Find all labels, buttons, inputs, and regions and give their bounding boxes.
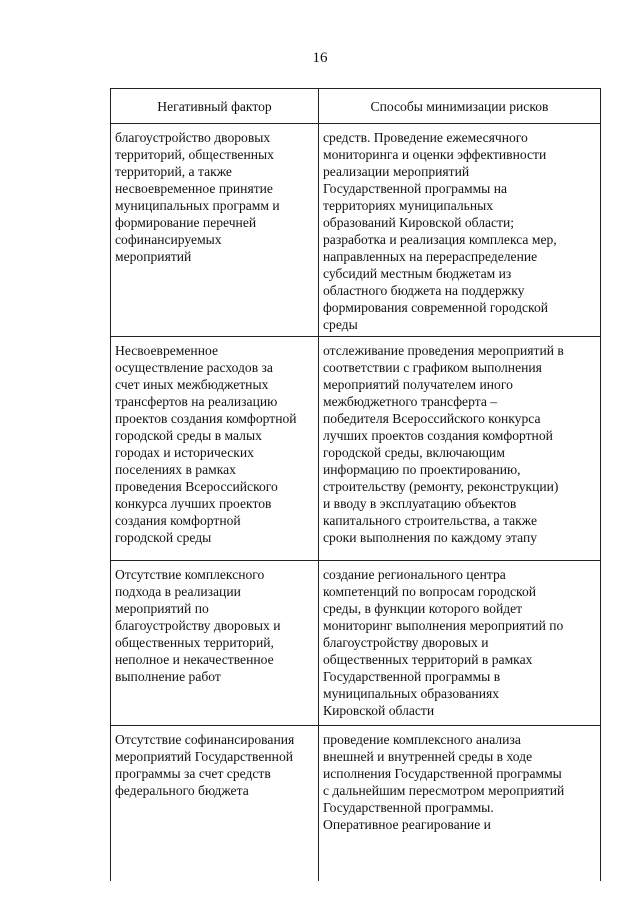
cell-text-line: и вводу в эксплуатацию объектов xyxy=(323,496,517,511)
cell-text-line: информацию по проектированию, xyxy=(323,462,521,477)
negative-factor-cell xyxy=(111,726,319,882)
cell-text-line: областного бюджета на поддержку xyxy=(323,283,525,298)
cell-text-line: территорий, а также xyxy=(115,164,232,179)
negative-factor-cell xyxy=(111,124,319,337)
cell-text-line: общественных территорий, xyxy=(115,635,274,650)
table-row xyxy=(111,337,601,561)
cell-text-line: строительству (ремонту, реконструкции) xyxy=(323,479,559,494)
cell-text-line: территориях муниципальных xyxy=(323,198,494,213)
cell-text-line: среды, в функции которого войдет xyxy=(323,601,523,616)
cell-text-line: Оперативное реагирование и xyxy=(323,817,491,832)
cell-text-line: территорий, общественных xyxy=(115,147,274,162)
cell-text-line: Государственной программы. xyxy=(323,800,494,815)
cell-text-line: межбюджетного трансферта – xyxy=(323,394,498,409)
cell-text-line: проведение комплексного анализа xyxy=(323,732,521,747)
cell-text-line: проектов создания комфортной xyxy=(115,411,297,426)
cell-text-line: благоустройство дворовых xyxy=(115,130,271,145)
cell-text-line: разработка и реализация комплекса мер, xyxy=(323,232,557,247)
cell-text-line: муниципальных программ и xyxy=(115,198,280,213)
cell-text-line: отслеживание проведения мероприятий в xyxy=(323,343,564,358)
cell-text-line: с дальнейшим пересмотром мероприятий xyxy=(323,783,565,798)
cell-text-line: мониторинг выполнения мероприятий по xyxy=(323,618,564,633)
cell-text-line: внешней и внутренней среды в ходе xyxy=(323,749,533,764)
cell-text-line: конкурса лучших проектов xyxy=(115,496,272,511)
risk-minimization-cell xyxy=(319,726,601,882)
table-row xyxy=(111,124,601,337)
cell-text-line: трансфертов на реализацию xyxy=(115,394,278,409)
cell-text-line: соответствии с графиком выполнения xyxy=(323,360,542,375)
cell-text-line: мероприятий получателем иного xyxy=(323,377,513,392)
cell-text-line: субсидий местным бюджетам из xyxy=(323,266,512,281)
cell-text-line: формирования современной городской xyxy=(323,300,549,315)
cell-text-line: мониторинга и оценки эффективности xyxy=(323,147,547,162)
cell-text-line: мероприятий xyxy=(115,249,192,264)
cell-text-line: образований Кировской области; xyxy=(323,215,515,230)
cell-text-line: городской среды, включающим xyxy=(323,445,505,460)
negative-factor-cell xyxy=(111,337,319,561)
negative-factor-cell xyxy=(111,561,319,726)
cell-text-line: неполное и некачественное xyxy=(115,652,274,667)
cell-text-line: осуществление расходов за xyxy=(115,360,273,375)
cell-text-line: подхода в реализации xyxy=(115,584,241,599)
cell-text-line: софинансируемых xyxy=(115,232,222,247)
cell-text-line: победителя Всероссийского конкурса xyxy=(323,411,541,426)
cell-text-line: проведения Всероссийского xyxy=(115,479,278,494)
cell-text-line: Государственной программы в xyxy=(323,669,501,684)
cell-text-line: исполнения Государственной программы xyxy=(323,766,562,781)
cell-text-line: мероприятий по xyxy=(115,601,209,616)
header-negative-factor: Негативный фактор xyxy=(111,89,319,124)
cell-text-line: муниципальных образованиях xyxy=(323,686,500,701)
cell-text-line: Государственной программы на xyxy=(323,181,508,196)
cell-text-line: Отсутствие софинансирования xyxy=(115,732,295,747)
cell-text-line: федерального бюджета xyxy=(115,783,249,798)
table-header-row xyxy=(111,89,601,124)
cell-text-line: сроки выполнения по каждому этапу xyxy=(323,530,538,545)
risk-minimization-cell xyxy=(319,561,601,726)
risk-minimization-cell xyxy=(319,337,601,561)
cell-text-line: среды xyxy=(323,317,358,332)
risk-minimization-cell xyxy=(319,124,601,337)
cell-text-line: компетенций по вопросам городской xyxy=(323,584,537,599)
cell-text-line: средств. Проведение ежемесячного xyxy=(323,130,528,145)
cell-text-line: благоустройству дворовых и xyxy=(115,618,281,633)
cell-text-line: капитального строительства, а также xyxy=(323,513,537,528)
cell-text-line: направленных на перераспределение xyxy=(323,249,538,264)
cell-text-line: общественных территорий в рамках xyxy=(323,652,533,667)
risk-table xyxy=(110,88,601,881)
page-number: 16 xyxy=(312,50,328,66)
table-row xyxy=(111,726,601,882)
cell-text-line: программы за счет средств xyxy=(115,766,271,781)
cell-text-line: мероприятий Государственной xyxy=(115,749,294,764)
cell-text-line: благоустройству дворовых и xyxy=(323,635,489,650)
table-row xyxy=(111,561,601,726)
cell-text-line: выполнение работ xyxy=(115,669,221,684)
cell-text-line: реализации мероприятий xyxy=(323,164,470,179)
cell-text-line: Несвоевременное xyxy=(115,343,218,358)
cell-text-line: лучших проектов создания комфортной xyxy=(323,428,553,443)
cell-text-line: Кировской области xyxy=(323,703,435,718)
header-risk-minimization: Способы минимизации рисков xyxy=(319,89,601,124)
cell-text-line: счет иных межбюджетных xyxy=(115,377,269,392)
cell-text-line: несвоевременное принятие xyxy=(115,181,273,196)
cell-text-line: городской среды в малых xyxy=(115,428,262,443)
cell-text-line: Отсутствие комплексного xyxy=(115,567,265,582)
cell-text-line: создания комфортной xyxy=(115,513,241,528)
cell-text-line: городах и исторических xyxy=(115,445,254,460)
cell-text-line: создание регионального центра xyxy=(323,567,506,582)
cell-text-line: поселениях в рамках xyxy=(115,462,236,477)
cell-text-line: городской среды xyxy=(115,530,212,545)
cell-text-line: формирование перечней xyxy=(115,215,257,230)
